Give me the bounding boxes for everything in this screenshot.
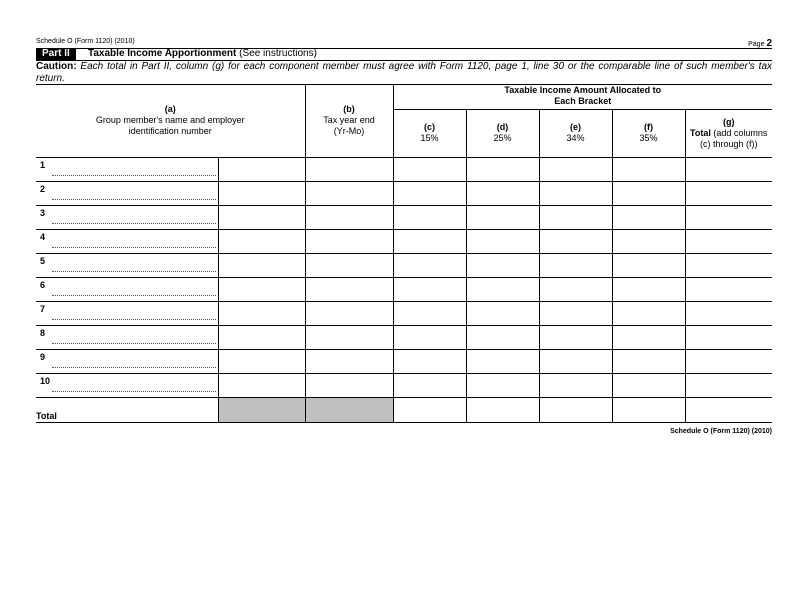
cell-d[interactable] [466,349,539,373]
col-e-letter: (e) [570,122,581,132]
dotted-leader [52,343,216,344]
col-e-label: 34% [566,133,585,143]
cell-e[interactable] [539,229,612,253]
table-row [36,229,772,253]
cell-d[interactable] [466,205,539,229]
dotted-leader [52,367,216,368]
row-number: 7 [40,303,46,314]
cell-g[interactable] [685,373,772,397]
member-name-cell[interactable] [36,349,218,373]
dotted-leader [52,247,216,248]
total-label: Total [36,397,218,422]
member-name-cell[interactable] [36,253,218,277]
group-header-text: Taxable Income Amount Allocated to Each Bracket [504,85,662,107]
cell-c[interactable] [393,349,466,373]
cell-e[interactable] [539,157,612,181]
col-b-letter: (b) [343,103,355,114]
row-number: 6 [40,279,46,290]
cell-e[interactable] [539,253,612,277]
cell-g[interactable] [685,253,772,277]
page-footer: Schedule O (Form 1120) (2010) [670,428,772,435]
cell-g[interactable] [685,205,772,229]
table-row [36,301,772,325]
part-title-note: (See instructions) [239,48,317,59]
table-row [36,157,772,181]
col-c-letter: (c) [424,122,435,132]
cell-c[interactable] [393,157,466,181]
cell-f[interactable] [612,373,685,397]
cell-d[interactable] [466,277,539,301]
ein-cell[interactable] [218,253,305,277]
ein-cell[interactable] [218,373,305,397]
row-number: 3 [40,207,46,218]
cell-b[interactable] [305,253,393,277]
row-number: 10 [40,375,51,386]
total-cell-c[interactable] [393,397,466,422]
cell-f[interactable] [612,325,685,349]
ein-cell[interactable] [218,349,305,373]
cell-d[interactable] [466,229,539,253]
cell-f[interactable] [612,229,685,253]
cell-f[interactable] [612,157,685,181]
cell-g[interactable] [685,229,772,253]
col-a-header [36,84,305,157]
cell-f[interactable] [612,277,685,301]
row-number: 5 [40,255,46,266]
cell-b[interactable] [305,349,393,373]
table-row [36,277,772,301]
total-cell-e[interactable] [539,397,612,422]
total-cell-d[interactable] [466,397,539,422]
member-name-cell[interactable] [36,325,218,349]
col-b-header [305,84,393,157]
member-name-cell[interactable] [36,277,218,301]
table-row [36,181,772,205]
col-f-header [612,109,685,157]
col-g-label-bold: Total [690,127,711,138]
row-number: 8 [40,327,46,338]
col-d-label: 25% [493,133,512,143]
cell-b[interactable] [305,373,393,397]
dotted-leader [52,391,216,392]
cell-b[interactable] [305,325,393,349]
cell-f[interactable] [612,301,685,325]
page-number: 2 [766,38,772,49]
cell-e[interactable] [539,373,612,397]
cell-e[interactable] [539,301,612,325]
cell-e[interactable] [539,349,612,373]
cell-c[interactable] [393,301,466,325]
row-number: 2 [40,183,46,194]
col-g-letter: (g) [723,116,735,127]
ein-cell[interactable] [218,229,305,253]
ein-cell[interactable] [218,157,305,181]
ein-cell[interactable] [218,205,305,229]
cell-f[interactable] [612,349,685,373]
cell-b[interactable] [305,181,393,205]
table-row [36,253,772,277]
dotted-leader [52,199,216,200]
total-shaded-cell [218,397,305,422]
part-header [36,48,772,60]
row-number: 1 [40,159,46,170]
dotted-leader [52,295,216,296]
table-row [36,349,772,373]
col-c-label: 15% [420,133,439,143]
cell-d[interactable] [466,253,539,277]
total-shaded-cell [305,397,393,422]
cell-c[interactable] [393,325,466,349]
total-cell-f[interactable] [612,397,685,422]
col-d-header [466,109,539,157]
cell-d[interactable] [466,301,539,325]
ein-cell[interactable] [218,301,305,325]
cell-g[interactable] [685,349,772,373]
col-g-label: (add columns (c) through (f)) [699,127,768,149]
page-label: Page [748,41,765,48]
page-header [36,38,772,48]
cell-d[interactable] [466,181,539,205]
cell-c[interactable] [393,253,466,277]
col-c-header [393,109,466,157]
cell-e[interactable] [539,325,612,349]
table-row [36,325,772,349]
cell-c[interactable] [393,373,466,397]
cell-c[interactable] [393,229,466,253]
header-form-id: Schedule O (Form 1120) (2010) [36,38,135,45]
cell-g[interactable] [685,277,772,301]
col-a-label: Group member's name and employer identification number [95,114,245,136]
cell-f[interactable] [612,181,685,205]
row-number: 9 [40,351,46,362]
member-name-cell[interactable] [36,157,218,181]
total-row [36,397,772,422]
total-cell-g[interactable] [685,397,772,422]
cell-b[interactable] [305,229,393,253]
cell-e[interactable] [539,277,612,301]
part-title-text: Taxable Income Apportionment [88,48,237,59]
ein-cell[interactable] [218,277,305,301]
group-header [393,84,772,109]
row-number: 4 [40,231,46,242]
cell-b[interactable] [305,301,393,325]
cell-f[interactable] [612,205,685,229]
cell-c[interactable] [393,205,466,229]
col-a-letter: (a) [164,103,176,114]
apportionment-table [36,84,772,423]
col-e-header [539,109,612,157]
cell-e[interactable] [539,205,612,229]
cell-d[interactable] [466,157,539,181]
member-name-cell[interactable] [36,181,218,205]
cell-c[interactable] [393,277,466,301]
cell-b[interactable] [305,157,393,181]
dotted-leader [52,175,216,176]
col-b-label: Tax year end (Yr-Mo) [323,114,375,136]
cell-g[interactable] [685,157,772,181]
col-d-letter: (d) [496,122,509,132]
cell-d[interactable] [466,373,539,397]
member-name-cell[interactable] [36,229,218,253]
col-f-letter: (f) [644,122,653,132]
table-row [36,373,772,397]
caution-note [36,61,772,85]
table-row [36,205,772,229]
cell-c[interactable] [393,181,466,205]
caution-label: Caution: [36,61,77,72]
cell-e[interactable] [539,181,612,205]
cell-g[interactable] [685,301,772,325]
dotted-leader [52,223,216,224]
part-title [88,48,317,60]
col-f-label: 35% [639,133,658,143]
ein-cell[interactable] [218,181,305,205]
cell-f[interactable] [612,253,685,277]
member-name-cell[interactable] [36,373,218,397]
dotted-leader [52,319,216,320]
cell-b[interactable] [305,205,393,229]
dotted-leader [52,271,216,272]
ein-cell[interactable] [218,325,305,349]
member-name-cell[interactable] [36,205,218,229]
cell-b[interactable] [305,277,393,301]
cell-g[interactable] [685,181,772,205]
part-badge: Part II [36,48,76,60]
caution-text: Each total in Part II, column (g) for each component member must agree with Form 1120, page 1, line 30 or the comparable line of such member's tax return. [36,61,772,84]
cell-d[interactable] [466,325,539,349]
col-g-header [685,109,772,157]
cell-g[interactable] [685,325,772,349]
member-name-cell[interactable] [36,301,218,325]
